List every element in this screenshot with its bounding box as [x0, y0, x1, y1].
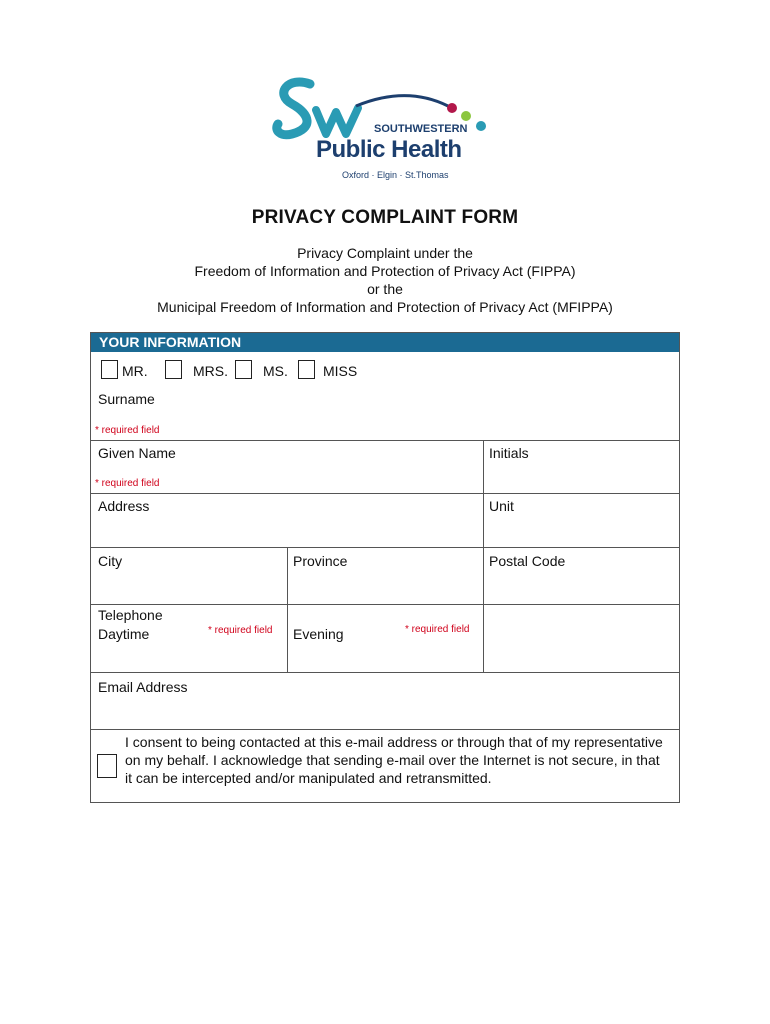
- given-name-required-note: * required field: [95, 478, 160, 489]
- email-field[interactable]: [91, 673, 679, 729]
- daytime-phone-field[interactable]: [91, 605, 286, 672]
- ms-label: MS.: [263, 363, 288, 379]
- unit-label: Unit: [489, 498, 514, 514]
- subtitle-line: Freedom of Information and Protection of Privacy Act (FIPPA): [194, 263, 576, 279]
- ms-checkbox[interactable]: [235, 360, 252, 379]
- province-label: Province: [293, 553, 348, 569]
- initials-label: Initials: [489, 445, 529, 461]
- consent-text: I consent to being contacted at this e-mail address or through that of my representative on my behalf. I acknowledge that sending e-mail over the Internet is not secure, in that it can be intercepted and/or manipulated and retransmitted.: [125, 734, 663, 786]
- email-label: Email Address: [98, 679, 188, 695]
- subtitle-line: Privacy Complaint under the: [297, 245, 473, 261]
- surname-field[interactable]: [91, 409, 679, 437]
- logo-text-region: Oxford · Elgin · St.Thomas: [342, 170, 449, 180]
- your-information-form: [90, 332, 680, 803]
- miss-checkbox[interactable]: [298, 360, 315, 379]
- section-header: YOUR INFORMATION: [91, 333, 679, 352]
- southwestern-public-health-logo: [270, 70, 500, 190]
- given-name-label: Given Name: [98, 445, 176, 461]
- mrs-label: MRS.: [193, 363, 228, 379]
- subtitle-line: Municipal Freedom of Information and Protection of Privacy Act (MFIPPA): [157, 299, 613, 315]
- unit-field[interactable]: [484, 494, 679, 547]
- evening-phone-field[interactable]: [288, 605, 483, 672]
- extra-phone-field[interactable]: [484, 605, 679, 672]
- surname-required-note: * required field: [95, 425, 160, 436]
- city-field[interactable]: [91, 548, 286, 604]
- daytime-required-note: * required field: [208, 625, 273, 636]
- evening-label: Evening: [293, 626, 344, 642]
- initials-field[interactable]: [484, 441, 679, 493]
- telephone-label: Telephone: [98, 607, 163, 623]
- mrs-checkbox[interactable]: [165, 360, 182, 379]
- daytime-label: Daytime: [98, 626, 150, 642]
- page-title: PRIVACY COMPLAINT FORM: [251, 207, 519, 228]
- address-field[interactable]: [91, 494, 482, 547]
- logo-text-southwestern: SOUTHWESTERN: [374, 123, 468, 135]
- address-label: Address: [98, 498, 150, 514]
- evening-required-note: * required field: [405, 624, 470, 635]
- city-label: City: [98, 553, 123, 569]
- subtitle-line: or the: [367, 281, 403, 297]
- form-subtitle: [0, 244, 770, 316]
- postal-code-field[interactable]: [484, 548, 679, 604]
- logo-text-public-health: Public Health: [316, 136, 462, 163]
- mr-label: MR.: [122, 363, 148, 379]
- postal-code-label: Postal Code: [489, 553, 566, 569]
- consent-checkbox[interactable]: [97, 754, 117, 778]
- mr-checkbox[interactable]: [101, 360, 118, 379]
- miss-label: MISS: [323, 363, 358, 379]
- province-field[interactable]: [288, 548, 483, 604]
- surname-label: Surname: [98, 391, 155, 407]
